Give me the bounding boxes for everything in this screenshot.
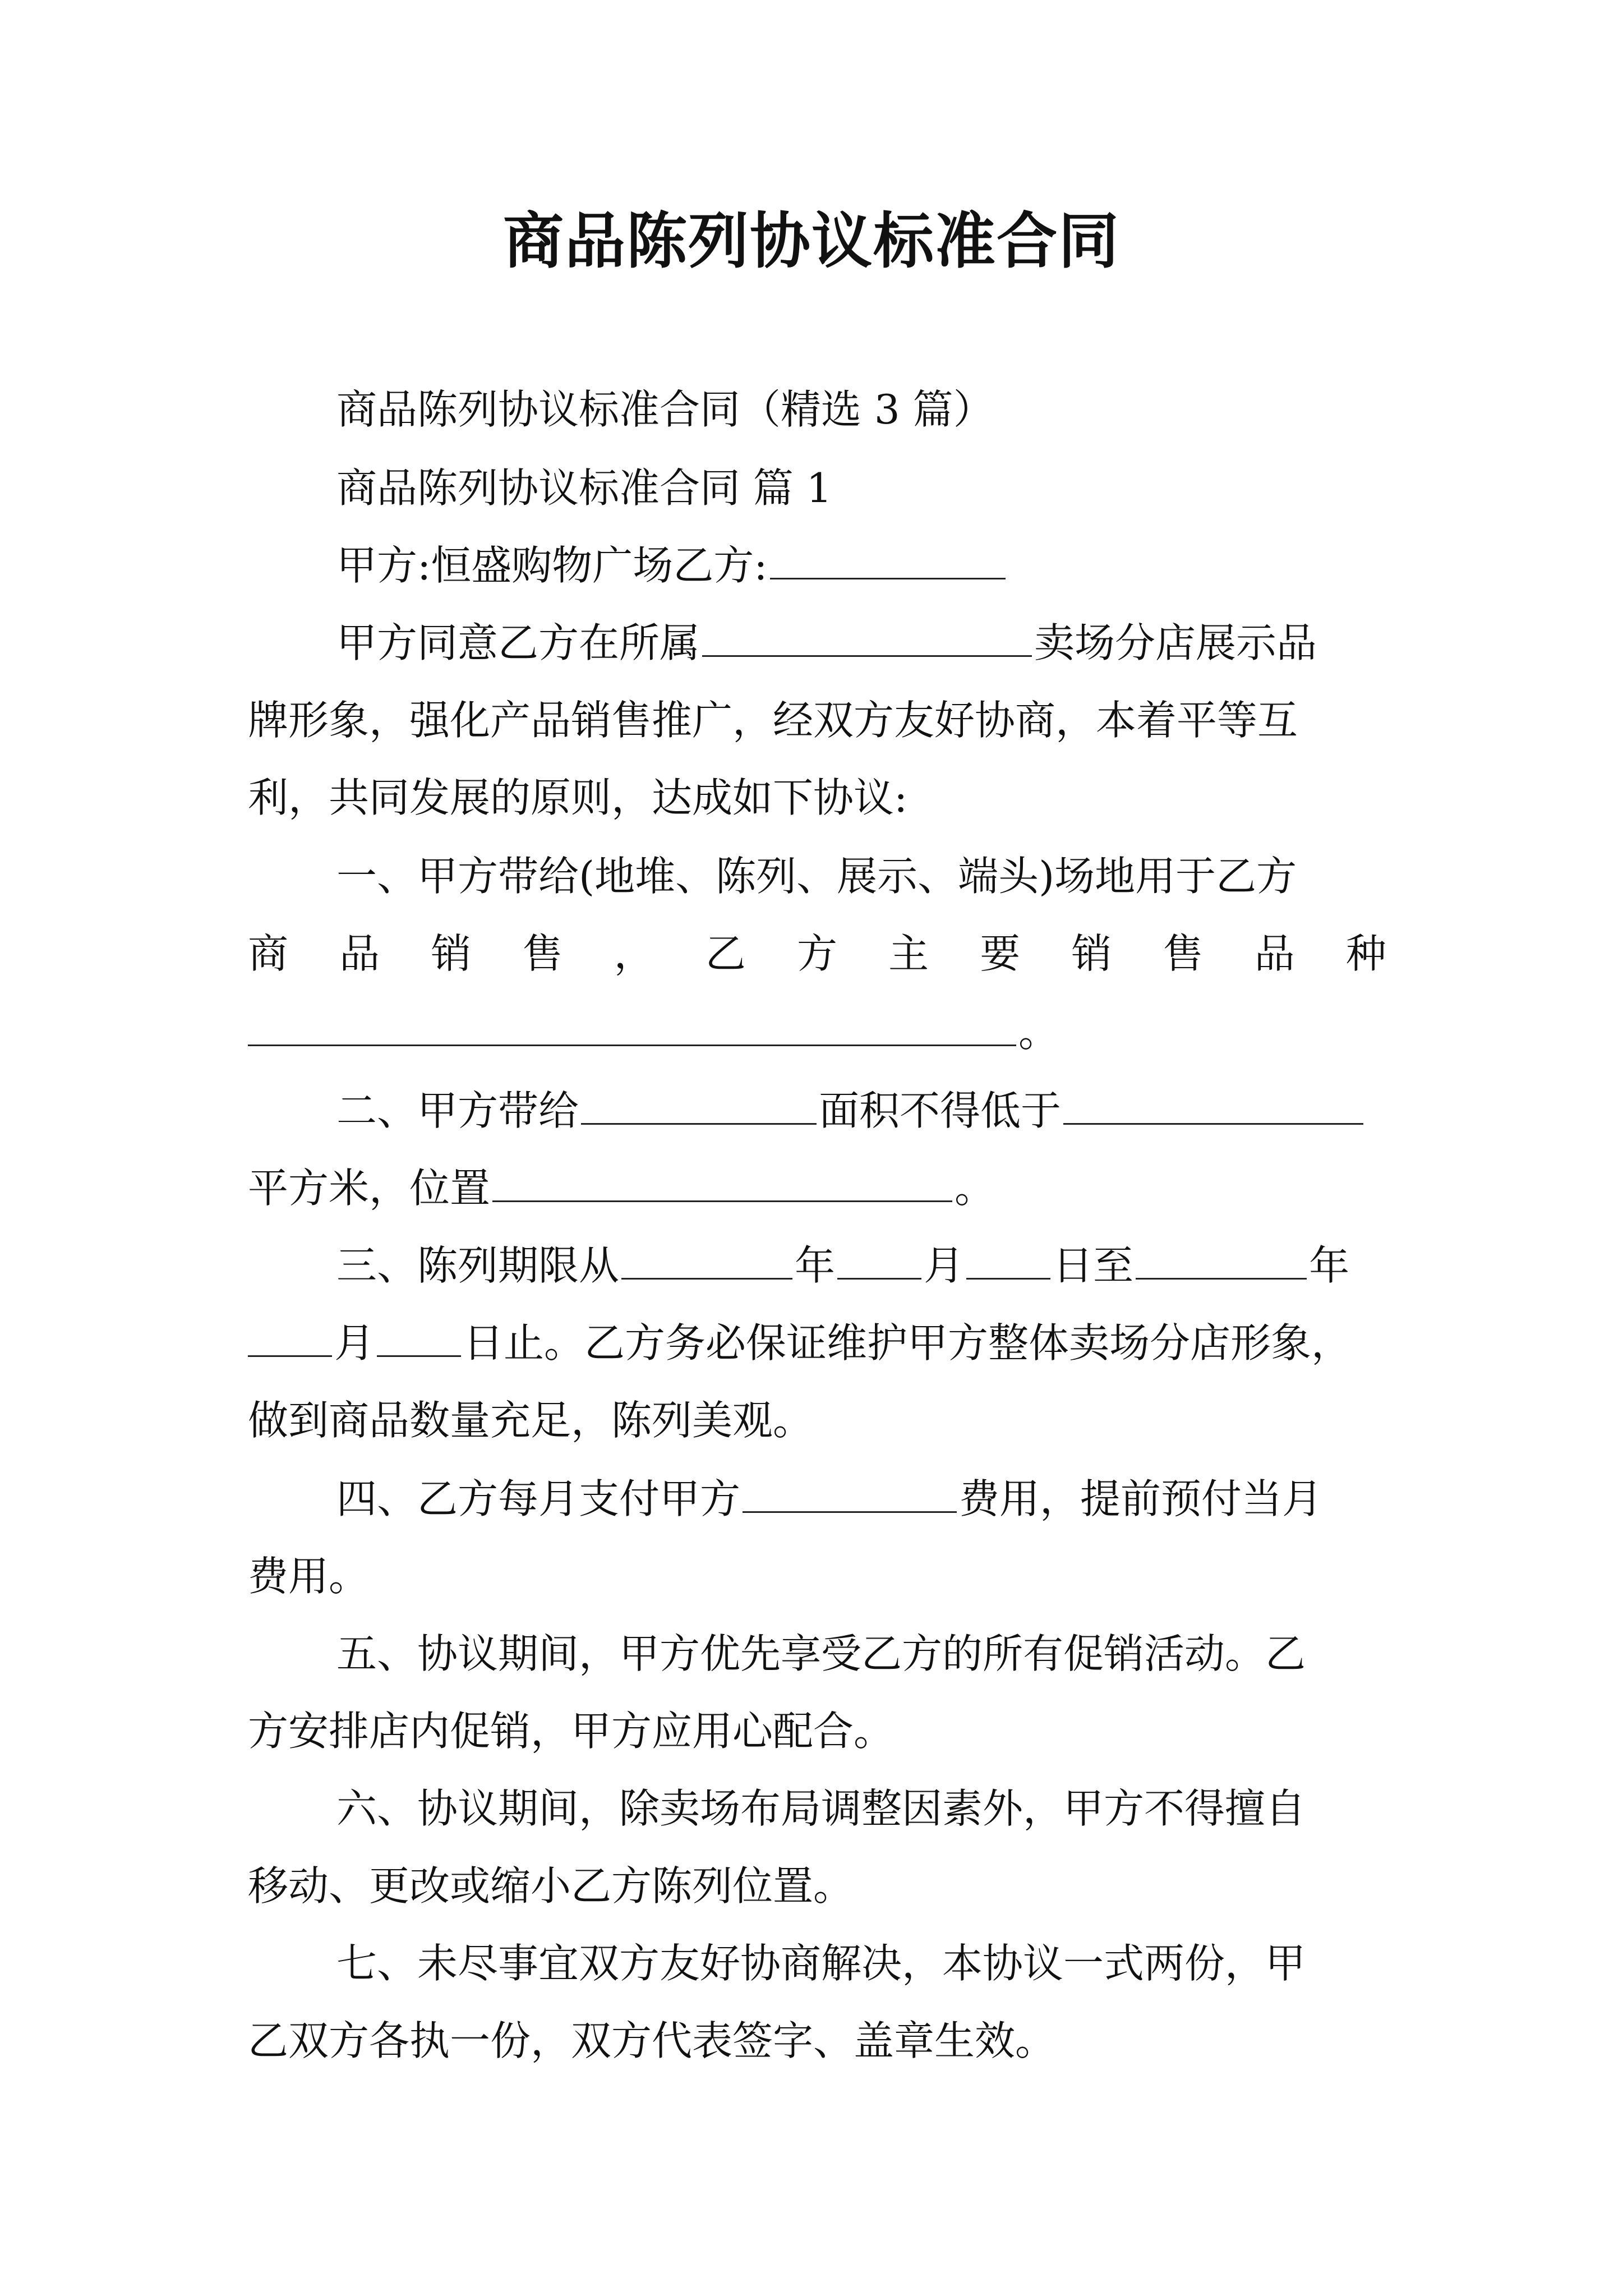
clause7-line-2: 乙双方各执一份，双方代表签字、盖章生效。 — [248, 2017, 1056, 2064]
clause1-line-3 — [248, 1004, 1059, 1060]
clause3-line-1 — [336, 1237, 1349, 1294]
document-title: 商品陈列协议标准合同 — [502, 206, 1120, 277]
start-month-blank — [837, 1243, 921, 1280]
end-month-blank — [248, 1320, 332, 1357]
clause1-char: 乙 — [705, 930, 746, 977]
clause2-line-1 — [336, 1083, 1366, 1139]
clause1-char: ， — [614, 930, 654, 977]
product-variety-blank — [248, 1010, 1016, 1046]
clause3-line-2 — [248, 1315, 1352, 1371]
clause4-line-2: 费用。 — [248, 1553, 370, 1600]
clause1-char: 要 — [980, 930, 1021, 977]
clause3-year-1: 年 — [795, 1242, 836, 1289]
start-year-blank — [621, 1243, 792, 1280]
clause3-day-1: 日至 — [1053, 1242, 1134, 1289]
clause1-line-1: 一、甲方带给(地堆、陈列、展示、端头)场地用于乙方 — [336, 853, 1297, 900]
intro-text-1: 甲方同意乙方在所属 — [336, 619, 700, 666]
clause1-char: 方 — [796, 930, 837, 977]
clause1-char: 销 — [431, 930, 472, 977]
clause3-line-3: 做到商品数量充足，陈列美观。 — [248, 1397, 814, 1444]
location-blank — [492, 1166, 952, 1202]
end-day-blank — [377, 1320, 461, 1357]
clause1-char: 种 — [1345, 930, 1386, 977]
area-type-blank — [581, 1088, 817, 1125]
clause6-line-1: 六、协议期间，除卖场布局调整因素外，甲方不得擅自 — [336, 1785, 1306, 1832]
clause5-line-1: 五、协议期间，甲方优先享受乙方的所有促销活动。乙 — [336, 1630, 1306, 1677]
clause3-text-1: 三、陈列期限从 — [336, 1242, 620, 1289]
clause1-char: 品 — [339, 930, 380, 977]
parties-text: 甲方:恒盛购物广场乙方: — [336, 542, 768, 589]
clause3-month-2: 月 — [334, 1319, 375, 1366]
clause1-end: 。 — [1018, 1009, 1059, 1056]
clause1-char: 主 — [888, 930, 929, 977]
intro-text-2: 卖场分店展示品 — [1034, 619, 1317, 666]
monthly-fee-blank — [743, 1476, 957, 1513]
min-area-blank — [1063, 1088, 1363, 1125]
clause1-char: 售 — [522, 930, 563, 977]
clause2-text-1: 二、甲方带给 — [336, 1087, 579, 1134]
clause1-line-2 — [248, 926, 1386, 982]
clause4-line-1 — [336, 1471, 1322, 1527]
end-year-blank — [1136, 1243, 1307, 1280]
clause7-line-1: 七、未尽事宜双方友好协商解决，本协议一式两份，甲 — [336, 1940, 1306, 1987]
clause5-line-2: 方安排店内促销，甲方应用心配合。 — [248, 1708, 895, 1755]
clause6-line-2: 移动、更改或缩小乙方陈列位置。 — [248, 1862, 854, 1910]
intro-line-2: 牌形象，强化产品销售推广，经双方友好协商，本着平等互 — [248, 697, 1298, 744]
clause1-char: 商 — [248, 930, 289, 977]
party-b-blank — [770, 543, 1006, 579]
section-heading: 商品陈列协议标准合同 篇 1 — [336, 464, 832, 512]
store-blank — [702, 620, 1032, 657]
clause2-end: 。 — [955, 1165, 995, 1212]
clause3-month-1: 月 — [924, 1242, 965, 1289]
clause2-line-2 — [248, 1160, 995, 1216]
intro-line-3: 利，共同发展的原则，达成如下协议: — [248, 774, 908, 821]
clause2-text-2: 面积不得低于 — [819, 1087, 1062, 1134]
clause4-text-2: 费用，提前预付当月 — [959, 1475, 1323, 1522]
parties-line — [336, 537, 1008, 593]
clause3-text-2: 日止。乙方务必保证维护甲方整体卖场分店形象， — [463, 1319, 1352, 1366]
start-day-blank — [966, 1243, 1050, 1280]
clause1-char: 售 — [1163, 930, 1204, 977]
clause4-text-1: 四、乙方每月支付甲方 — [336, 1475, 741, 1522]
clause1-char: 销 — [1071, 930, 1112, 977]
clause1-char: 品 — [1254, 930, 1295, 977]
intro-line-1 — [336, 615, 1317, 671]
document-subtitle: 商品陈列协议标准合同（精选 3 篇） — [336, 386, 994, 433]
clause2-text-3: 平方米，位置 — [248, 1165, 491, 1212]
clause3-year-2: 年 — [1309, 1242, 1350, 1289]
